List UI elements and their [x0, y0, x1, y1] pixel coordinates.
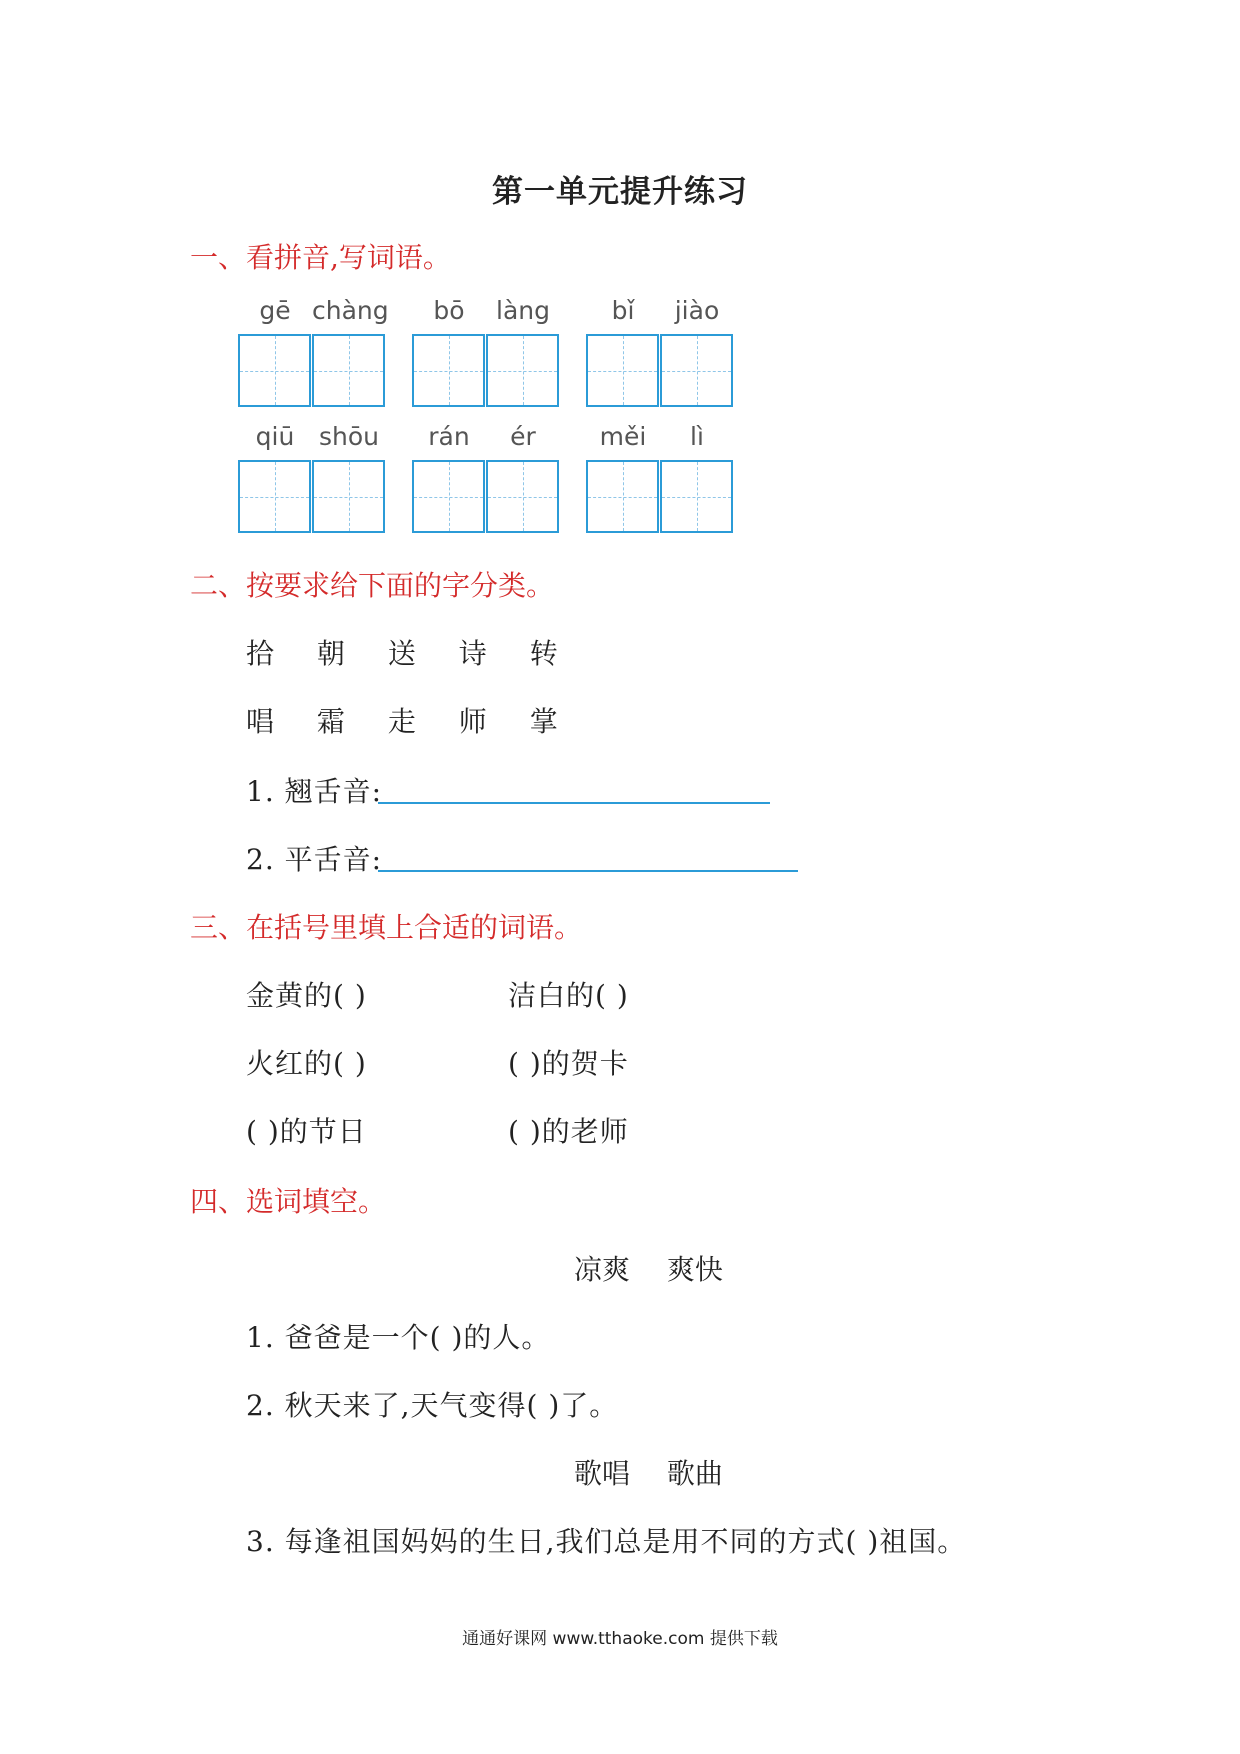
pinyin-label: ér [510, 422, 536, 451]
char: 诗 [458, 637, 488, 670]
writing-box[interactable] [660, 334, 733, 407]
char: 拾 [246, 637, 276, 670]
char: 唱 [246, 705, 276, 738]
pinyin-label: jiào [674, 296, 720, 325]
pinyin-label: chàng [312, 296, 389, 325]
guide-line [623, 336, 624, 405]
writing-box[interactable] [586, 334, 659, 407]
writing-box[interactable] [660, 460, 733, 533]
section-heading-2: 二、按要求给下面的字分类。 [190, 569, 555, 602]
char: 朝 [316, 637, 346, 670]
guide-line [349, 462, 350, 531]
fill-item: ( )的贺卡 [508, 1047, 629, 1080]
pinyin-label: rán [428, 422, 470, 451]
writing-box[interactable] [238, 334, 311, 407]
pinyin-label: làng [496, 296, 550, 325]
guide-line [523, 336, 524, 405]
char-row-2 [246, 700, 591, 740]
fill-item: 金黄的( ) [246, 979, 367, 1012]
section-heading-3: 三、在括号里填上合适的词语。 [190, 911, 583, 944]
guide-line [275, 462, 276, 531]
word-option: 凉爽 [574, 1253, 631, 1286]
section-heading-4: 四、选词填空。 [190, 1185, 387, 1218]
answer-line-1[interactable] [378, 802, 770, 804]
answer-line-2[interactable] [378, 870, 798, 872]
fill-item: 火红的( ) [246, 1047, 367, 1080]
word-option: 歌曲 [666, 1457, 723, 1490]
page-title: 第一单元提升练习 [492, 174, 748, 210]
writing-box[interactable] [486, 460, 559, 533]
char: 霜 [316, 705, 346, 738]
pinyin-label: bǐ [611, 296, 635, 325]
writing-box[interactable] [412, 460, 485, 533]
guide-line [697, 462, 698, 531]
word-option: 歌唱 [574, 1457, 631, 1490]
writing-box[interactable] [412, 334, 485, 407]
footer-note: 通通好课网 www.tthaoke.com 提供下载 [462, 1629, 778, 1649]
guide-line [697, 336, 698, 405]
classify-question-2: 2. 平舌音: [246, 843, 383, 876]
guide-line [449, 462, 450, 531]
guide-line [623, 462, 624, 531]
char-row-1 [246, 632, 591, 672]
char: 师 [458, 705, 488, 738]
word-bank-1 [560, 1248, 737, 1288]
fill-item: ( )的节日 [246, 1115, 367, 1148]
classify-question-1: 1. 翘舌音: [246, 775, 383, 808]
writing-box[interactable] [312, 460, 385, 533]
writing-box[interactable] [238, 460, 311, 533]
guide-line [523, 462, 524, 531]
section-heading-1: 一、看拼音,写词语。 [190, 241, 451, 274]
fill-item: 洁白的( ) [508, 979, 629, 1012]
guide-line [275, 336, 276, 405]
pinyin-label: bō [433, 296, 465, 325]
writing-box[interactable] [312, 334, 385, 407]
pinyin-label: měi [599, 422, 647, 451]
word-option: 爽快 [666, 1253, 723, 1286]
pinyin-label: shōu [318, 422, 379, 451]
pinyin-label: gē [259, 296, 291, 325]
pinyin-label: lì [690, 422, 704, 451]
choose-question-1: 1. 爸爸是一个( )的人。 [246, 1321, 551, 1354]
fill-item: ( )的老师 [508, 1115, 629, 1148]
writing-box[interactable] [586, 460, 659, 533]
guide-line [449, 336, 450, 405]
char: 走 [387, 705, 417, 738]
char: 转 [529, 637, 559, 670]
char: 送 [387, 637, 417, 670]
char: 掌 [529, 705, 559, 738]
writing-box[interactable] [486, 334, 559, 407]
choose-question-3: 3. 每逢祖国妈妈的生日,我们总是用不同的方式( )祖国。 [246, 1525, 967, 1558]
choose-question-2: 2. 秋天来了,天气变得( )了。 [246, 1389, 619, 1422]
pinyin-label: qiū [255, 422, 295, 451]
guide-line [349, 336, 350, 405]
word-bank-2 [560, 1452, 737, 1492]
